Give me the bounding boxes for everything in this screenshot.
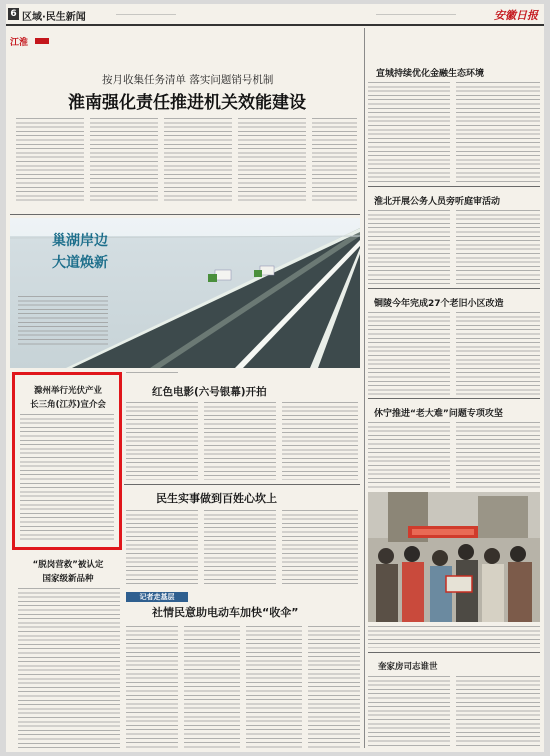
photo-title-line1: 巢湖岸边: [52, 233, 108, 249]
ev-headline: 社情民意助电动车加快“收伞”: [152, 606, 299, 619]
main-article-body-col-5: [312, 118, 357, 204]
right-a5-body-col-2: [456, 676, 540, 748]
ev-body-col-2: [184, 626, 240, 750]
masthead-dateline: [116, 14, 176, 18]
photo-title-line2: 大道焕新: [52, 255, 108, 271]
rule-under-red-film: [124, 484, 360, 485]
livelihood-body-col-1: [126, 510, 198, 584]
right-a2-body-col-2: [456, 210, 540, 284]
right-a1-headline: 宣城持续优化金融生态环境: [376, 69, 485, 79]
column-label: [10, 30, 52, 48]
column-label-tag: [35, 38, 49, 44]
newspaper-logo: 安徽日报: [494, 9, 538, 22]
main-headline: 淮南强化责任推进机关效能建设: [68, 93, 306, 113]
right-rule-2: [368, 288, 540, 289]
page-number-badge: [8, 8, 19, 20]
right-a4-headline: 休宁推进“老大难”问题专项攻坚: [374, 409, 503, 419]
right-a5-body-col-1: [368, 676, 450, 748]
article-under-photo-col-1: [126, 372, 178, 376]
red-film-body-col-2: [204, 402, 276, 480]
column-divider: [364, 28, 365, 748]
ev-body-col-3: [246, 626, 302, 750]
photo-title: [52, 230, 122, 272]
main-article-body-col-1: [16, 118, 84, 204]
right-a3-headline: 铜陵今年完成27个老旧小区改造: [374, 299, 504, 309]
rule-under-main: [10, 214, 360, 215]
highlighted-headline-line2: 长三角(江苏)宣介会: [30, 400, 106, 410]
right-rule-4: [368, 652, 540, 653]
main-article-body-col-2: [90, 118, 158, 204]
red-film-body-col-1: [126, 402, 198, 480]
bottom-left-headline-line2: 国家级新品种: [42, 574, 94, 584]
masthead: [6, 4, 544, 26]
livelihood-headline: 民生实事做到百姓心坎上: [156, 492, 277, 505]
masthead-rule: [6, 24, 544, 26]
right-a5-headline: 奎家房司志谁世: [378, 662, 438, 672]
crowd-photo-image: [368, 492, 540, 622]
photo-caption-text: [18, 296, 108, 346]
section-title: 区域·民生新闻: [22, 12, 86, 23]
column-label-text: 江淮: [10, 38, 29, 48]
bottom-left-body: [18, 588, 120, 748]
main-kicker: 按月收集任务清单 落实问题销号机制: [102, 74, 274, 86]
right-a1-body-col-2: [456, 82, 540, 184]
right-rule-3: [368, 398, 540, 399]
red-film-headline: 红色电影(六号银幕)开拍: [152, 386, 267, 398]
page-number: 6: [10, 9, 17, 19]
column-label-2: [126, 592, 188, 602]
red-film-body-col-3: [282, 402, 358, 480]
right-a1-body-col-1: [368, 82, 450, 184]
masthead-info: [376, 14, 456, 18]
right-a2-headline: 淮北开展公务人员旁听庭审活动: [374, 197, 501, 207]
main-article-body-col-4: [238, 118, 306, 204]
highlighted-headline-line1: 滁州举行光伏产业: [33, 386, 102, 396]
ev-body-col-1: [126, 626, 178, 750]
newspaper-page: [6, 4, 544, 752]
bottom-left-headline: [16, 558, 120, 584]
crowd-photo-caption: [368, 626, 540, 648]
crowd-photo: [368, 492, 540, 622]
livelihood-body-col-3: [282, 510, 358, 584]
right-a3-body-col-2: [456, 312, 540, 396]
right-a2-body-col-1: [368, 210, 450, 284]
highlighted-headline: [20, 384, 116, 410]
right-rule-1: [368, 186, 540, 187]
main-article-body-col-3: [164, 118, 232, 204]
column-label-2-text: 记者走基层: [139, 593, 175, 601]
bottom-left-headline-line1: “脱岗营救”被认定: [32, 560, 104, 570]
livelihood-body-col-2: [204, 510, 276, 584]
right-a3-body-col-1: [368, 312, 450, 396]
right-a4-body-col-1: [368, 422, 450, 488]
ev-body-col-4: [308, 626, 360, 750]
highlighted-article-body: [20, 414, 114, 542]
right-a4-body-col-2: [456, 422, 540, 488]
